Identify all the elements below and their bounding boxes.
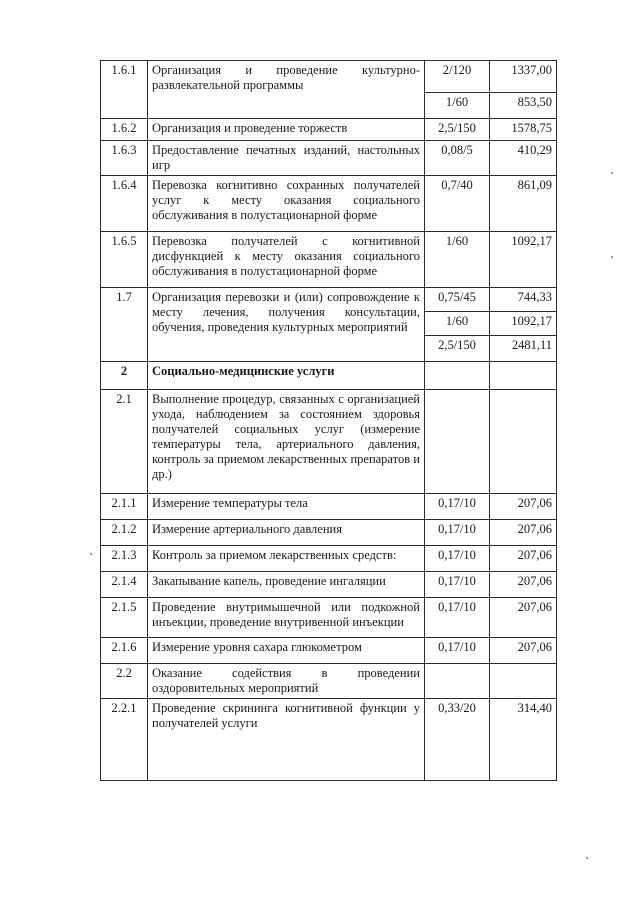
time-cell <box>425 494 490 520</box>
table-row <box>101 638 557 664</box>
price-value: 1337,00 <box>511 63 552 77</box>
scan-speck <box>586 857 588 859</box>
price-cell <box>490 699 557 781</box>
table-row <box>101 176 557 232</box>
row-number: 1.6.2 <box>101 119 148 141</box>
table-row <box>101 520 557 546</box>
price-cell <box>490 176 557 232</box>
time-cell <box>425 390 490 494</box>
service-name: Контроль за приемом лекарственных средств: <box>148 546 425 572</box>
service-name: Измерение уровня сахара глюкометром <box>148 638 425 664</box>
table-row <box>101 61 557 119</box>
time-value: 0,17/10 <box>438 640 476 654</box>
time-cell <box>425 232 490 288</box>
service-name: Организация и проведение культурно-развлекательной программы <box>148 61 425 119</box>
time-cell <box>425 638 490 664</box>
time-value: 0,17/10 <box>438 548 476 562</box>
table-row <box>101 362 557 390</box>
time-value: 1/60 <box>425 311 489 329</box>
row-number: 1.6.5 <box>101 232 148 288</box>
time-cell <box>425 520 490 546</box>
service-name: Выполнение процедур, связанных с организацией ухода, наблюдением за состоянием здоровья получателей социальных услуг (измерение температуры тела, артериального давления, контроль за приемом лекарственных препаратов и др.) <box>148 390 425 494</box>
row-number: 1.7 <box>101 288 148 362</box>
row-number: 2.1 <box>101 390 148 494</box>
row-number: 2.1.2 <box>101 520 148 546</box>
price-cell <box>490 362 557 390</box>
time-value: 1/60 <box>445 234 469 248</box>
service-name: Организация перевозки и (или) сопровождение к месту лечения, получения консультации, обучения, проведения культурных мероприятий <box>148 288 425 362</box>
row-number: 2.1.5 <box>101 598 148 638</box>
service-name: Социально-медицинские услуги <box>148 362 425 390</box>
time-cell <box>425 598 490 638</box>
price-cell <box>490 520 557 546</box>
price-cell <box>490 638 557 664</box>
time-cell <box>425 288 490 362</box>
price-cell <box>490 572 557 598</box>
service-name: Измерение температуры тела <box>148 494 425 520</box>
service-name: Предоставление печатных изданий, настольных игр <box>148 141 425 176</box>
time-cell <box>425 119 490 141</box>
time-value: 2,5/150 <box>438 121 476 135</box>
time-cell <box>425 664 490 699</box>
row-number: 2 <box>101 362 148 390</box>
time-cell <box>425 176 490 232</box>
service-name: Организация и проведение торжеств <box>148 119 425 141</box>
price-value: 207,06 <box>517 640 552 654</box>
time-cell <box>425 699 490 781</box>
table-row <box>101 232 557 288</box>
time-cell <box>425 572 490 598</box>
row-number: 2.1.4 <box>101 572 148 598</box>
table-row <box>101 494 557 520</box>
service-name: Измерение артериального давления <box>148 520 425 546</box>
price-cell <box>490 119 557 141</box>
service-name: Оказание содействия в проведении оздоровительных мероприятий <box>148 664 425 699</box>
price-value: 207,06 <box>517 574 552 588</box>
time-value: 0,08/5 <box>441 143 473 157</box>
table-row <box>101 546 557 572</box>
table-row <box>101 390 557 494</box>
row-number: 2.1.6 <box>101 638 148 664</box>
time-cell <box>425 141 490 176</box>
row-number: 2.2 <box>101 664 148 699</box>
price-value: 853,50 <box>490 92 556 110</box>
row-number: 1.6.3 <box>101 141 148 176</box>
time-value: 0,7/40 <box>441 178 473 192</box>
price-cell <box>490 494 557 520</box>
table-row <box>101 141 557 176</box>
row-number: 2.1.3 <box>101 546 148 572</box>
table-row <box>101 119 557 141</box>
table-row <box>101 572 557 598</box>
service-name: Проведение внутримышечной или подкожной инъекции, проведение внутривенной инъекции <box>148 598 425 638</box>
time-value: 0,17/10 <box>438 496 476 510</box>
price-value: 861,09 <box>517 178 552 192</box>
price-value: 207,06 <box>517 548 552 562</box>
time-value: 0,17/10 <box>438 600 476 614</box>
price-value: 2481,11 <box>490 335 556 353</box>
price-cell <box>490 546 557 572</box>
price-value: 1092,17 <box>511 234 552 248</box>
service-name: Перевозка когнитивно сохранных получателей услуг к месту оказания социального обслуживания в полустационарной форме <box>148 176 425 232</box>
scan-speck <box>611 256 613 258</box>
price-value: 207,06 <box>517 522 552 536</box>
price-cell <box>490 664 557 699</box>
price-value: 744,33 <box>517 290 552 304</box>
table-row <box>101 664 557 699</box>
price-cell <box>490 61 557 119</box>
price-cell <box>490 288 557 362</box>
time-cell <box>425 362 490 390</box>
row-number: 2.2.1 <box>101 699 148 781</box>
time-cell <box>425 546 490 572</box>
time-value: 1/60 <box>425 92 489 110</box>
time-value: 2/120 <box>442 63 472 77</box>
services-price-table <box>100 60 557 781</box>
scan-speck <box>90 553 92 555</box>
price-cell <box>490 232 557 288</box>
time-value: 0,17/10 <box>438 522 476 536</box>
price-value: 1092,17 <box>490 311 556 329</box>
price-cell <box>490 598 557 638</box>
row-number: 1.6.4 <box>101 176 148 232</box>
service-name: Перевозка получателей с когнитивной дисфункцией к месту оказания социального обслуживания в полустационарной форме <box>148 232 425 288</box>
service-name: Закапывание капель, проведение ингаляции <box>148 572 425 598</box>
row-number: 1.6.1 <box>101 61 148 119</box>
price-value: 410,29 <box>517 143 552 157</box>
price-cell <box>490 390 557 494</box>
scan-speck <box>611 172 613 174</box>
row-number: 2.1.1 <box>101 494 148 520</box>
time-value: 0,75/45 <box>438 290 476 304</box>
time-cell <box>425 61 490 119</box>
time-value: 2,5/150 <box>425 335 489 353</box>
price-value: 207,06 <box>517 496 552 510</box>
service-name: Проведение скрининга когнитивной функции у получателей услуги <box>148 699 425 781</box>
price-value: 1578,75 <box>511 121 552 135</box>
price-cell <box>490 141 557 176</box>
price-value: 314,40 <box>517 701 552 715</box>
price-value: 207,06 <box>517 600 552 614</box>
time-value: 0,33/20 <box>438 701 476 715</box>
table-row <box>101 288 557 362</box>
table-row <box>101 598 557 638</box>
table-row <box>101 699 557 781</box>
time-value: 0,17/10 <box>438 574 476 588</box>
